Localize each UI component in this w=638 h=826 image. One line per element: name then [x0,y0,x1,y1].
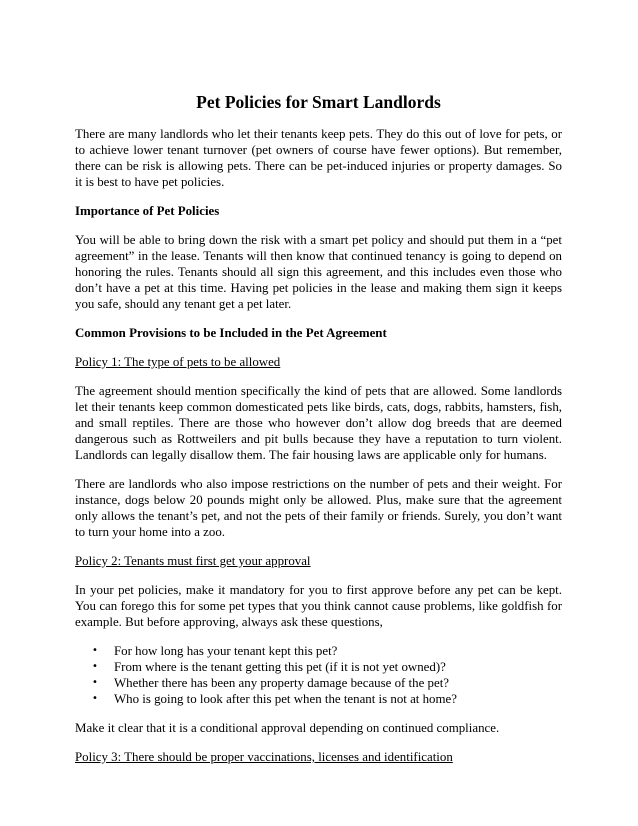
question-text: Who is going to look after this pet when the tenant is not at home? [114,692,457,706]
policy-2-paragraph: In your pet policies, make it mandatory for you to first approve before any pet can be kept. You can forego this for some pet types that you think cannot cause problems, like goldfish for example. But before approving, always ask these questions, [75,583,562,629]
questions-list [75,643,562,707]
bullet-icon: • [92,661,98,672]
policy-1-paragraph-1: The agreement should mention specifically the kind of pets that are allowed. Some landlords let their tenants keep common domesticated pets like birds, cats, dogs, rabbits, hamsters, fish, and small reptiles. There are those who however don’t allow dog breeds that are deemed dangerous such as Rottweilers and pit bulls because they have a reputation to turn violent. Landlords can legally disallow them. The fair housing laws are applicable only for humans. [75,384,562,462]
importance-paragraph: You will be able to bring down the risk with a smart pet policy and should put them in a “pet agreement” in the lease. Tenants will then know that continued tenancy is going to depend on honoring the rules. Tenants should all sign this agreement, and this includes even those who don’t have a pet at this time. Having pet policies in the lease and making them sign it keeps you safe, should any tenant get a pet later. [75,233,562,311]
document-page [75,92,562,778]
list-item [75,691,562,707]
policy-2-title: Policy 2: Tenants must first get your approval [75,554,311,568]
document-title: Pet Policies for Smart Landlords [196,92,441,112]
question-text: Whether there has been any property damage because of the pet? [114,676,449,690]
intro-paragraph: There are many landlords who let their tenants keep pets. They do this out of love for pets, or to achieve lower tenant turnover (pet owners of course have fewer options). But remember, there can be risk is allowing pets. There can be pet-induced injuries or property damages. So it is best to have pet policies. [75,127,562,189]
provisions-heading: Common Provisions to be Included in the Pet Agreement [75,326,387,340]
policy-3-title: Policy 3: There should be proper vaccinations, licenses and identification [75,750,453,764]
bullet-icon: • [92,645,98,656]
bullet-icon: • [92,677,98,688]
approval-paragraph: Make it clear that it is a conditional approval depending on continued compliance. [75,721,500,735]
question-text: For how long has your tenant kept this pet? [114,644,338,658]
bullet-icon: • [92,693,98,704]
list-item [75,643,562,659]
list-item [75,675,562,691]
policy-1-title: Policy 1: The type of pets to be allowed [75,355,281,369]
importance-heading: Importance of Pet Policies [75,204,220,218]
policy-1-paragraph-2: There are landlords who also impose restrictions on the number of pets and their weight. For instance, dogs below 20 pounds might only be allowed. Plus, make sure that the agreement only allows the tenant’s pet, and not the pets of their family or friends. Surely, you don’t want to turn your home into a zoo. [75,477,562,539]
question-text: From where is the tenant getting this pet (if it is not yet owned)? [114,660,446,674]
list-item [75,659,562,675]
